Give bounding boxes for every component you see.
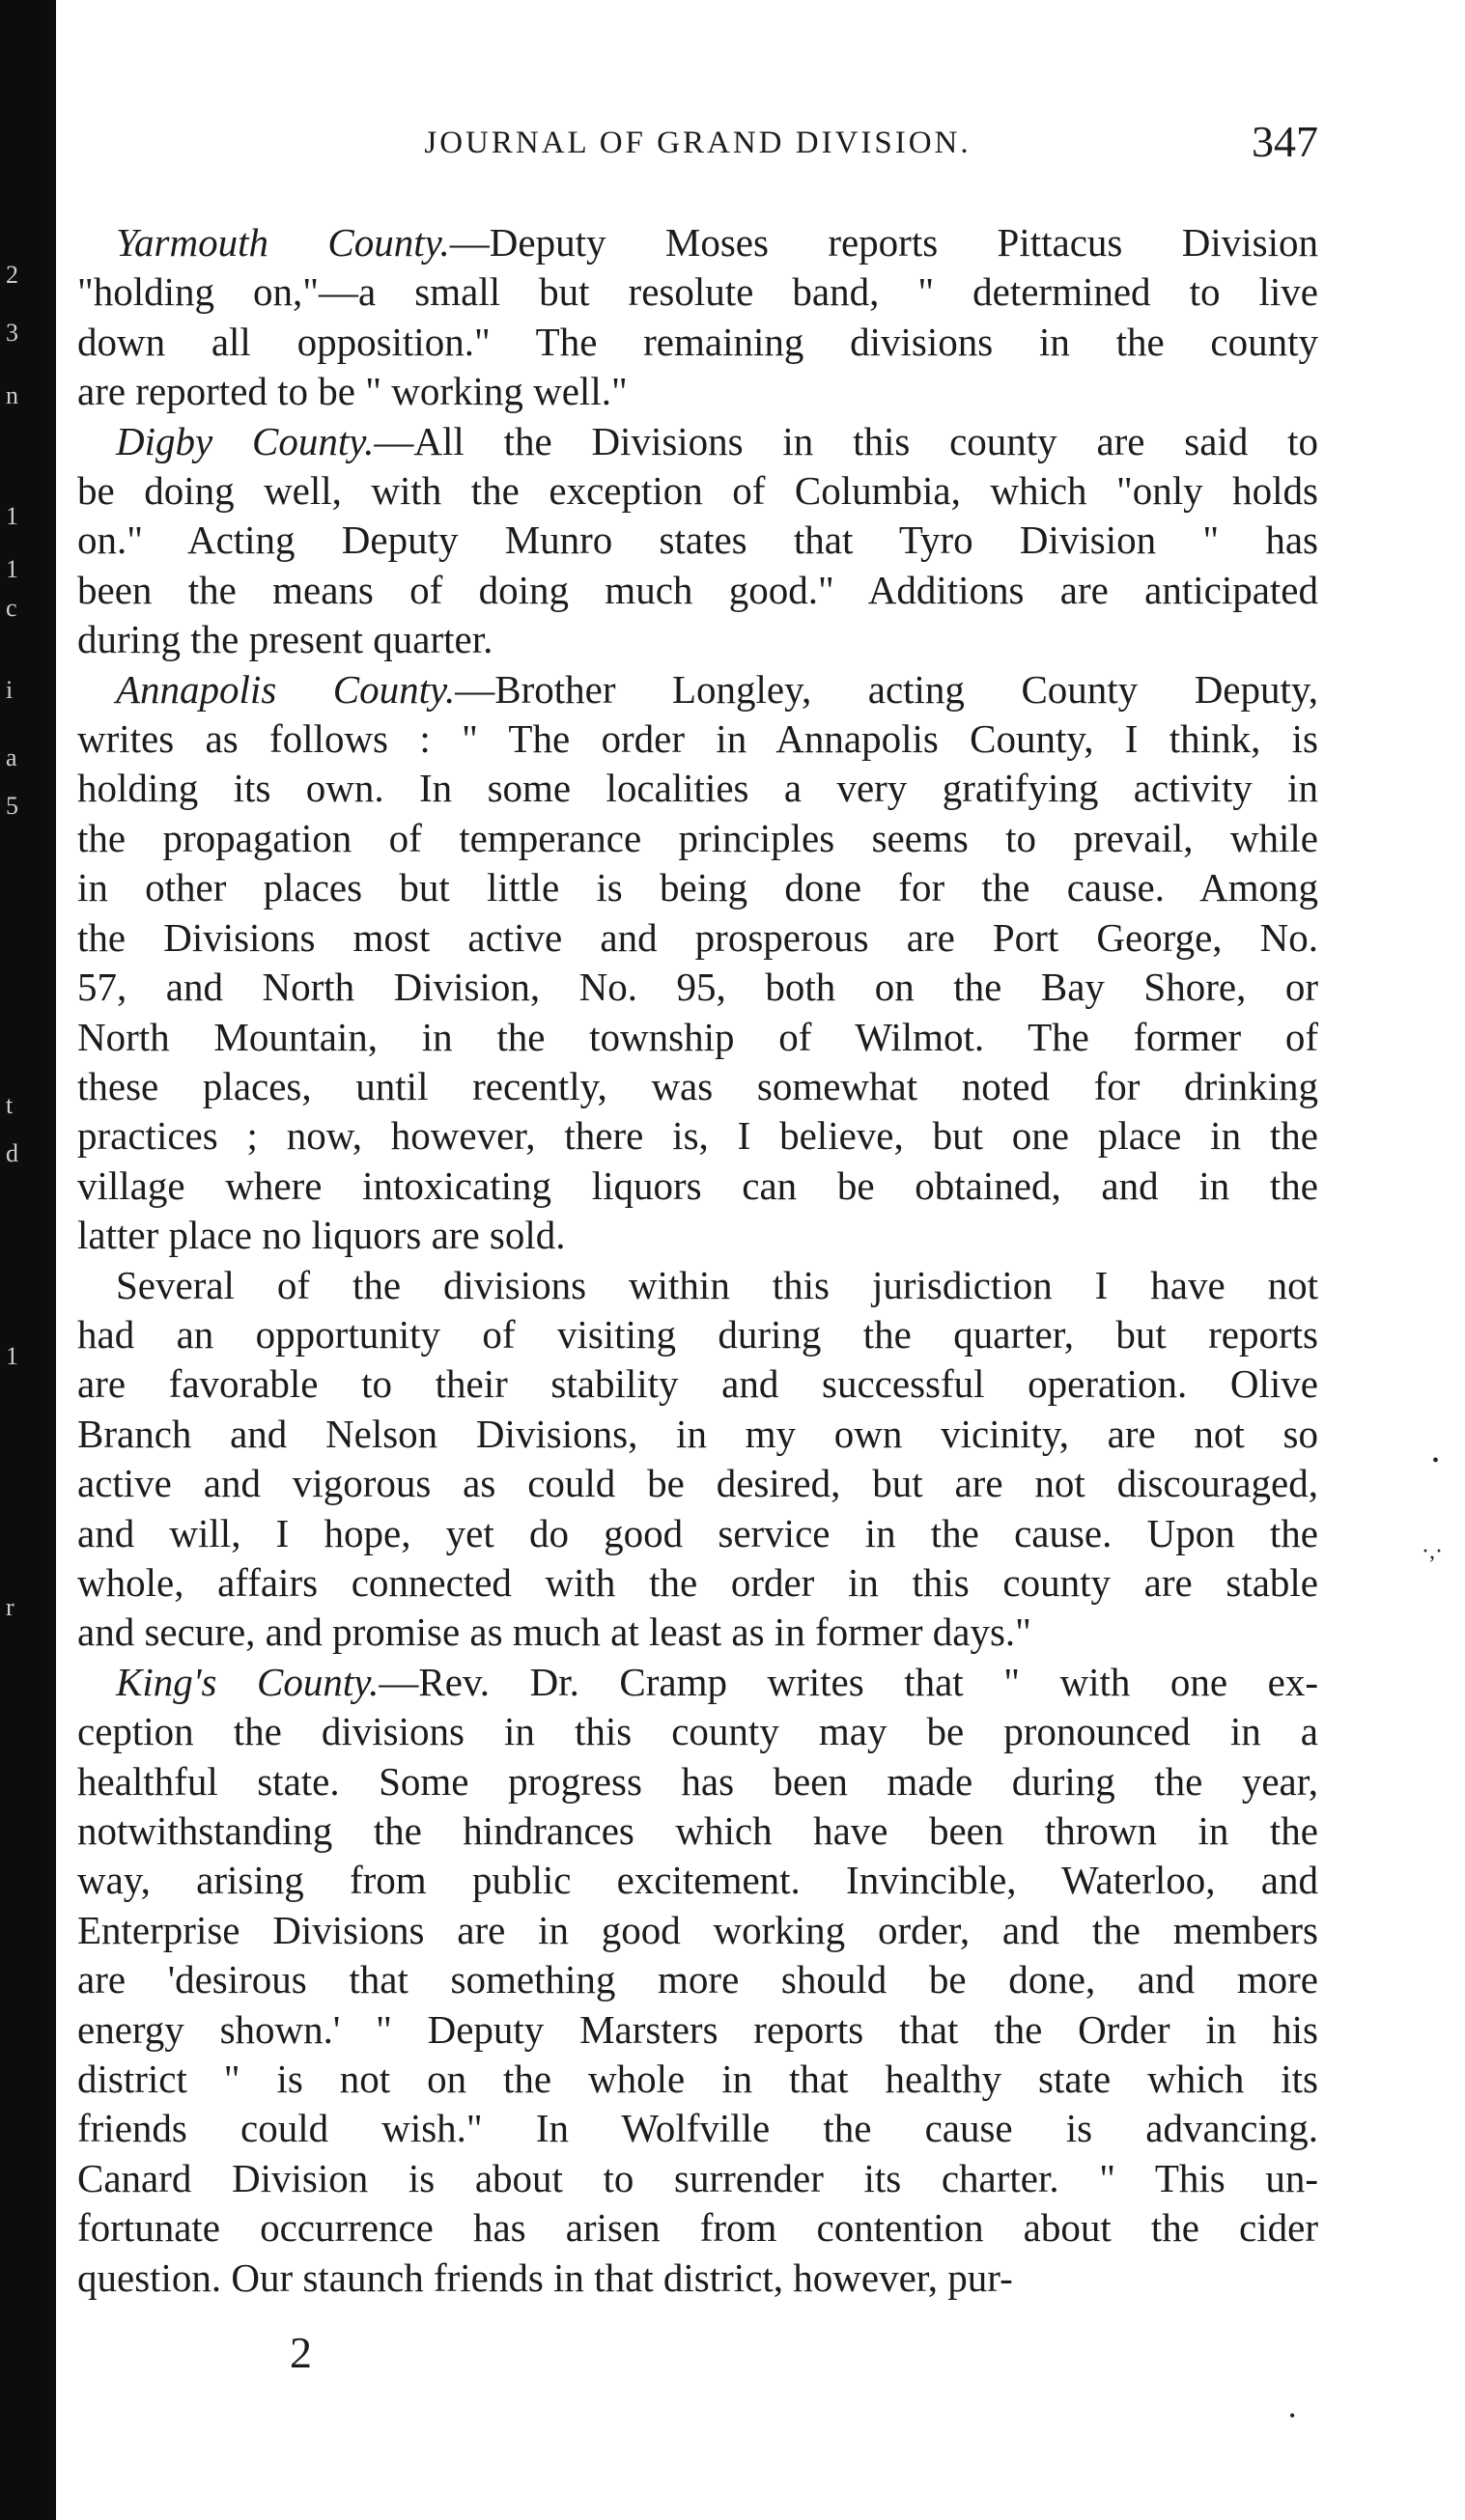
line-text: the propagation of temperance principles seems to prevail, while bbox=[77, 815, 1318, 860]
text-line bbox=[77, 1757, 1318, 1806]
page bbox=[77, 116, 1318, 2303]
text-line bbox=[77, 1211, 1318, 1260]
page-number: 347 bbox=[1252, 117, 1318, 166]
line-text: active and vigorous as could be desired, but are not discouraged, bbox=[77, 1461, 1318, 1506]
line-text: North Mountain, in the township of Wilmot. The former of bbox=[77, 1014, 1318, 1059]
paragraph bbox=[77, 1658, 1318, 2303]
gutter-fragments bbox=[0, 0, 58, 2520]
paragraph bbox=[77, 417, 1318, 665]
text-line bbox=[77, 963, 1318, 1012]
text-line bbox=[77, 267, 1318, 317]
line-text: and secure, and promise as much at least as in former days." bbox=[77, 1610, 1031, 1655]
line-text: 57, and North Division, No. 95, both on the Bay Shore, or bbox=[77, 965, 1318, 1010]
text-line bbox=[77, 764, 1318, 813]
line-text: village where intoxicating liquors can be obtained, and in the bbox=[77, 1162, 1318, 1208]
line-text: —Deputy Moses reports Pittacus Division bbox=[449, 220, 1318, 265]
text-line bbox=[77, 1509, 1318, 1558]
line-text: question. Our staunch friends in that district, however, pur- bbox=[77, 2254, 1013, 2300]
line-text: had an opportunity of visiting during the quarter, but reports bbox=[77, 1311, 1318, 1357]
line-text: been the means of doing much good." Additions are anticipated bbox=[77, 567, 1318, 612]
line-text: are 'desirous that something more should be done, and more bbox=[77, 1957, 1318, 2002]
text-line bbox=[77, 1608, 1318, 1657]
line-text: —All the Divisions in this county are said to bbox=[374, 418, 1318, 463]
text-line bbox=[77, 1013, 1318, 1062]
line-text: energy shown.' " Deputy Marsters reports that the Order in his bbox=[77, 2006, 1318, 2052]
text-line bbox=[77, 2203, 1318, 2253]
text-line bbox=[77, 2254, 1318, 2303]
text-line bbox=[77, 814, 1318, 863]
text-line bbox=[77, 466, 1318, 516]
line-text: the Divisions most active and prosperous are Port George, No. bbox=[77, 914, 1318, 960]
section-lead: Yarmouth County. bbox=[116, 220, 450, 265]
line-text: during the present quarter. bbox=[77, 617, 493, 662]
line-text: "holding on,"—a small but resolute band, " determined to live bbox=[77, 269, 1318, 315]
line-text: are favorable to their stability and successful operation. Olive bbox=[77, 1361, 1318, 1407]
running-title: JOURNAL OF GRAND DIVISION. bbox=[424, 126, 972, 160]
line-text: —Rev. Dr. Cramp writes that " with one ex- bbox=[379, 1659, 1318, 1704]
line-text: whole, affairs connected with the order in this county are stable bbox=[77, 1559, 1318, 1605]
gutter-fragment: c bbox=[6, 594, 17, 622]
line-text: these places, until recently, was somewhat noted for drinking bbox=[77, 1063, 1318, 1108]
line-text: Several of the divisions within this jurisdiction I have not bbox=[116, 1262, 1318, 1307]
text-line bbox=[77, 615, 1318, 664]
stray-mark: ·,· bbox=[1422, 1539, 1443, 1564]
line-text: writes as follows : " The order in Annapolis County, I think, is bbox=[77, 716, 1318, 762]
paragraph bbox=[77, 1261, 1318, 1658]
line-text: district " is not on the whole in that healthy state which its bbox=[77, 2057, 1318, 2102]
line-text: notwithstanding the hindrances which have been thrown in the bbox=[77, 1808, 1318, 1853]
gutter-fragment: 1 bbox=[6, 502, 18, 530]
text-line bbox=[77, 367, 1318, 416]
signature-mark: 2 bbox=[290, 2328, 312, 2377]
text-line bbox=[77, 1111, 1318, 1161]
line-text: —Brother Longley, acting County Deputy, bbox=[455, 666, 1318, 712]
text-line bbox=[77, 318, 1318, 367]
line-text: friends could wish." In Wolfville the cause is advancing. bbox=[77, 2106, 1318, 2151]
text-line bbox=[77, 1806, 1318, 1856]
text-line bbox=[77, 913, 1318, 963]
text-line bbox=[77, 218, 1318, 267]
gutter-fragment: 3 bbox=[6, 319, 18, 347]
text-line bbox=[77, 417, 1318, 466]
text-line bbox=[77, 1906, 1318, 1955]
text-line bbox=[77, 566, 1318, 615]
text-line bbox=[77, 1707, 1318, 1756]
text-line bbox=[77, 1955, 1318, 2004]
text-line bbox=[77, 1558, 1318, 1608]
line-text: are reported to be " working well." bbox=[77, 369, 628, 414]
text-line bbox=[77, 1162, 1318, 1211]
text-line bbox=[77, 1310, 1318, 1359]
gutter-fragment: t bbox=[6, 1091, 14, 1119]
gutter-fragment: d bbox=[6, 1139, 18, 1167]
paragraph bbox=[77, 665, 1318, 1261]
line-text: holding its own. In some localities a very gratifying activity in bbox=[77, 766, 1318, 811]
gutter-fragment: i bbox=[6, 676, 14, 704]
text-line bbox=[77, 863, 1318, 912]
line-text: healthful state. Some progress has been made during the year, bbox=[77, 1758, 1318, 1804]
line-text: down all opposition." The remaining divisions in the county bbox=[77, 319, 1318, 364]
text-line bbox=[77, 665, 1318, 714]
line-text: be doing well, with the exception of Columbia, which "only holds bbox=[77, 468, 1318, 514]
gutter-fragment: 2 bbox=[6, 261, 18, 289]
line-text: latter place no liquors are sold. bbox=[77, 1213, 566, 1258]
text-line bbox=[77, 714, 1318, 764]
gutter-fragment: a bbox=[6, 743, 17, 771]
gutter-fragment: 1 bbox=[6, 555, 18, 583]
text-line bbox=[77, 1856, 1318, 1905]
stray-dot: • bbox=[1289, 2406, 1296, 2425]
line-text: and will, I hope, yet do good service in the cause. Upon the bbox=[77, 1510, 1318, 1555]
gutter-fragment: n bbox=[6, 381, 18, 409]
line-text: way, arising from public excitement. Invincible, Waterloo, and bbox=[77, 1858, 1318, 1903]
running-header bbox=[77, 116, 1318, 193]
line-text: Canard Division is about to surrender its charter. " This un- bbox=[77, 2155, 1318, 2200]
line-text: Enterprise Divisions are in good working order, and the members bbox=[77, 1907, 1318, 1952]
line-text: ception the divisions in this county may be pronounced in a bbox=[77, 1709, 1318, 1754]
line-text: practices ; now, however, there is, I believe, but one place in the bbox=[77, 1113, 1318, 1159]
stray-dot: • bbox=[1432, 1450, 1440, 1471]
text-line bbox=[77, 1359, 1318, 1409]
gutter-fragment: 1 bbox=[6, 1342, 18, 1370]
section-lead: King's County. bbox=[116, 1659, 380, 1704]
text-line bbox=[77, 2055, 1318, 2104]
text-line bbox=[77, 516, 1318, 565]
line-text: in other places but little is being done for the cause. Among bbox=[77, 865, 1318, 910]
body-text bbox=[77, 218, 1318, 2303]
paragraph bbox=[77, 218, 1318, 417]
text-line bbox=[77, 2104, 1318, 2153]
text-line bbox=[77, 1261, 1318, 1310]
text-line bbox=[77, 1062, 1318, 1111]
text-line bbox=[77, 2154, 1318, 2203]
gutter-fragment: 5 bbox=[6, 792, 18, 820]
line-text: Branch and Nelson Divisions, in my own vicinity, are not so bbox=[77, 1411, 1318, 1456]
text-line bbox=[77, 2005, 1318, 2055]
text-line bbox=[77, 1459, 1318, 1508]
gutter-fragment: r bbox=[6, 1593, 14, 1621]
section-lead: Digby County. bbox=[116, 418, 375, 463]
line-text: fortunate occurrence has arisen from contention about the cider bbox=[77, 2205, 1318, 2251]
section-lead: Annapolis County. bbox=[116, 666, 456, 712]
text-line bbox=[77, 1410, 1318, 1459]
text-line bbox=[77, 1658, 1318, 1707]
line-text: on." Acting Deputy Munro states that Tyro Division " has bbox=[77, 518, 1318, 563]
